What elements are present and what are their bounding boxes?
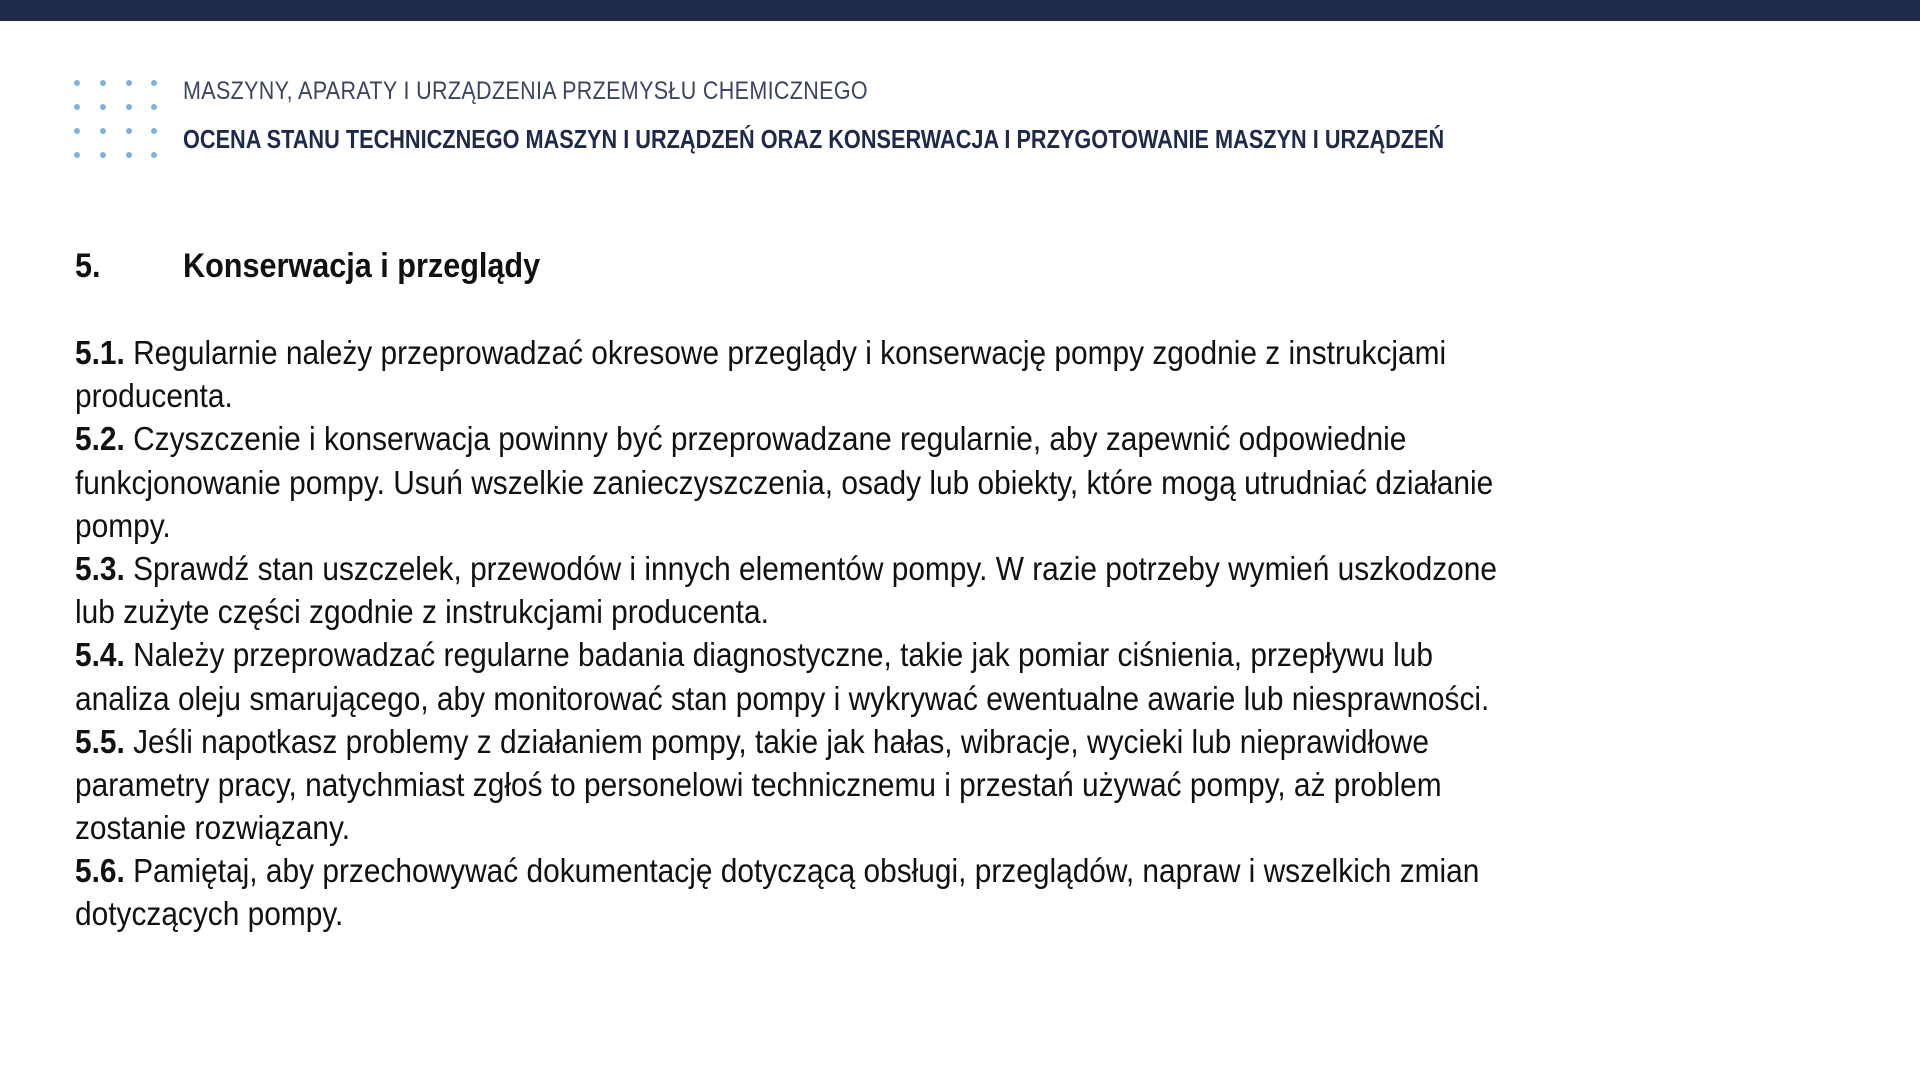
paragraph-text: analiza oleju smarującego, aby monitorować stan pompy i wykrywać ewentualne awarie lub niesprawności.	[75, 679, 1490, 717]
dot	[74, 128, 80, 134]
paragraph-text: Jeśli napotkasz problemy z działaniem pompy, takie jak hałas, wibracje, wycieki lub nieprawidłowe	[124, 722, 1429, 760]
dot	[100, 152, 106, 158]
dot	[151, 152, 157, 158]
paragraph-number: 5.5.	[75, 722, 125, 760]
dot	[74, 80, 80, 86]
paragraph-line	[75, 461, 1668, 504]
dot	[126, 80, 132, 86]
paragraph-line	[75, 374, 1668, 417]
paragraph-line	[75, 763, 1668, 806]
section-number: 5.	[75, 247, 101, 285]
paragraph-line	[75, 331, 1668, 374]
paragraph-number: 5.1.	[75, 334, 125, 371]
paragraph-line	[75, 677, 1668, 720]
paragraph-text: zostanie rozwiązany.	[75, 809, 351, 847]
dot	[151, 80, 157, 86]
paragraph-number: 5.6.	[75, 852, 125, 890]
dot	[126, 104, 132, 110]
document-title: OCENA STANU TECHNICZNEGO MASZYN I URZĄDZEŃ ORAZ KONSERWACJA I PRZYGOTOWANIE MASZYN I URZĄDZEŃ	[183, 124, 1445, 154]
paragraph-text: Należy przeprowadzać regularne badania diagnostyczne, takie jak pomiar ciśnienia, przepływu lub	[124, 636, 1433, 674]
paragraph-text: Pamiętaj, aby przechowywać dokumentację dotyczącą obsługi, przeglądów, napraw i wszelkich zmian	[124, 852, 1480, 890]
dot	[100, 104, 106, 110]
paragraph-number: 5.3.	[75, 549, 125, 587]
paragraph-text: parametry pracy, natychmiast zgłoś to personelowi technicznemu i przestań używać pompy, aż problem	[75, 765, 1442, 803]
paragraph-line	[75, 633, 1668, 676]
dot	[100, 80, 106, 86]
section-title: Konserwacja i przeglądy	[183, 247, 541, 285]
dot	[74, 152, 80, 158]
paragraph-line	[75, 417, 1668, 460]
section-heading	[75, 246, 540, 286]
paragraph-number: 5.4.	[75, 636, 125, 674]
paragraph-line	[75, 504, 1668, 547]
paragraph-text: producenta.	[75, 377, 233, 415]
paragraph-line	[75, 806, 1668, 849]
dot	[100, 128, 106, 134]
paragraph-line	[75, 590, 1668, 633]
paragraph-line	[75, 849, 1668, 892]
dot	[151, 128, 157, 134]
decorative-dot-grid-icon	[74, 80, 164, 162]
paragraph-text: pompy.	[75, 506, 171, 544]
top-banner-bar	[0, 0, 1920, 21]
paragraph-line	[75, 892, 1668, 935]
paragraph-text: funkcjonowanie pompy. Usuń wszelkie zanieczyszczenia, osady lub obiekty, które mogą utrudniać działanie	[75, 463, 1494, 501]
paragraph-number: 5.2.	[75, 420, 125, 458]
dot	[151, 104, 157, 110]
paragraph-text: Sprawdź stan uszczelek, przewodów i innych elementów pompy. W razie potrzeby wymień uszkodzone	[124, 549, 1498, 587]
dot	[74, 104, 80, 110]
paragraph-text: Regularnie należy przeprowadzać okresowe przeglądy i konserwację pompy zgodnie z instrukcjami	[124, 334, 1447, 371]
section-body	[75, 331, 1835, 936]
paragraph-text: dotyczących pompy.	[75, 895, 344, 933]
dot	[126, 128, 132, 134]
dot	[126, 152, 132, 158]
paragraph-line	[75, 547, 1668, 590]
paragraph-text: Czyszczenie i konserwacja powinny być przeprowadzane regularnie, aby zapewnić odpowiednie	[124, 420, 1407, 458]
paragraph-line	[75, 720, 1668, 763]
paragraph-text: lub zużyte części zgodnie z instrukcjami producenta.	[75, 593, 769, 631]
course-subject: MASZYNY, APARATY I URZĄDZENIA PRZEMYSŁU CHEMICZNEGO	[183, 77, 868, 105]
